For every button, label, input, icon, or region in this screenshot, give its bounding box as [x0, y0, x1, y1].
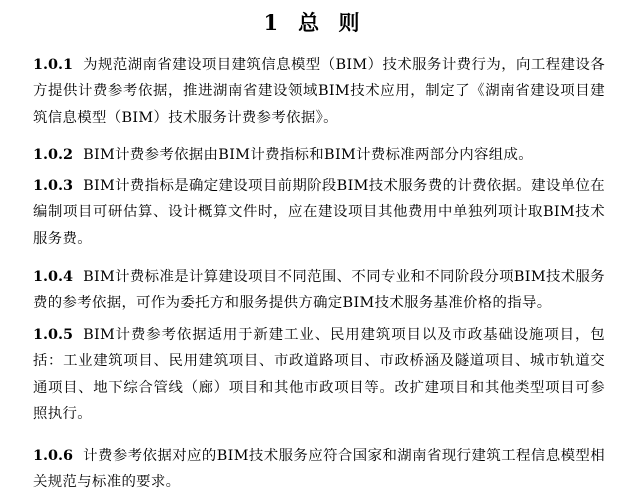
- clause-number: 1.0.1: [33, 56, 74, 73]
- clause-number: 1.0.3: [33, 177, 74, 194]
- clause-number: 1.0.2: [33, 146, 74, 163]
- clause-text: BIM计费标准是计算建设项目不同范围、不同专业和不同阶段分项BIM技术服务费的参考依据，可作为委托方和服务提供方确定BIM技术服务基准价格的指导。: [33, 269, 605, 312]
- clause-number: 1.0.6: [33, 447, 74, 464]
- clause-text: BIM计费指标是确定建设项目前期阶段BIM技术服务费的计费依据。建设单位在编制项目可研估算、设计概算文件时，应在建设项目其他费用中单独列项计取BIM技术服务费。: [33, 178, 605, 247]
- clause-1-0-6: [33, 443, 605, 496]
- clause-text: 计费参考依据对应的BIM技术服务应符合国家和湖南省现行建筑工程信息模型相关规范与标准的要求。: [33, 448, 605, 491]
- clause-text: BIM计费参考依据由BIM计费指标和BIM计费标准两部分内容组成。: [83, 147, 533, 163]
- clause-1-0-1: [33, 52, 605, 131]
- chapter-heading: [0, 10, 629, 36]
- clause-number: 1.0.4: [33, 268, 74, 285]
- clause-1-0-2: [33, 142, 605, 168]
- clause-1-0-5: [33, 322, 605, 427]
- chapter-number: 1: [263, 10, 285, 35]
- clause-text: 为规范湖南省建设项目建筑信息模型（BIM）技术服务计费行为，向工程建设各方提供计费参考依据，推进湖南省建设领域BIM技术应用，制定了《湖南省建设项目建筑信息模型（BIM）技术服务计费参考依据》。: [33, 57, 605, 126]
- clause-1-0-3: [33, 173, 605, 252]
- clause-number: 1.0.5: [33, 326, 74, 343]
- clause-1-0-4: [33, 264, 605, 317]
- clause-text: BIM计费参考依据适用于新建工业、民用建筑项目以及市政基础设施项目，包括：工业建筑项目、民用建筑项目、市政道路项目、市政桥涵及隧道项目、城市轨道交通项目、地下综合管线（廊）项目和其他市政项目等。改扩建项目和其他类型项目可参照执行。: [33, 327, 605, 422]
- chapter-title: 总 则: [298, 10, 366, 35]
